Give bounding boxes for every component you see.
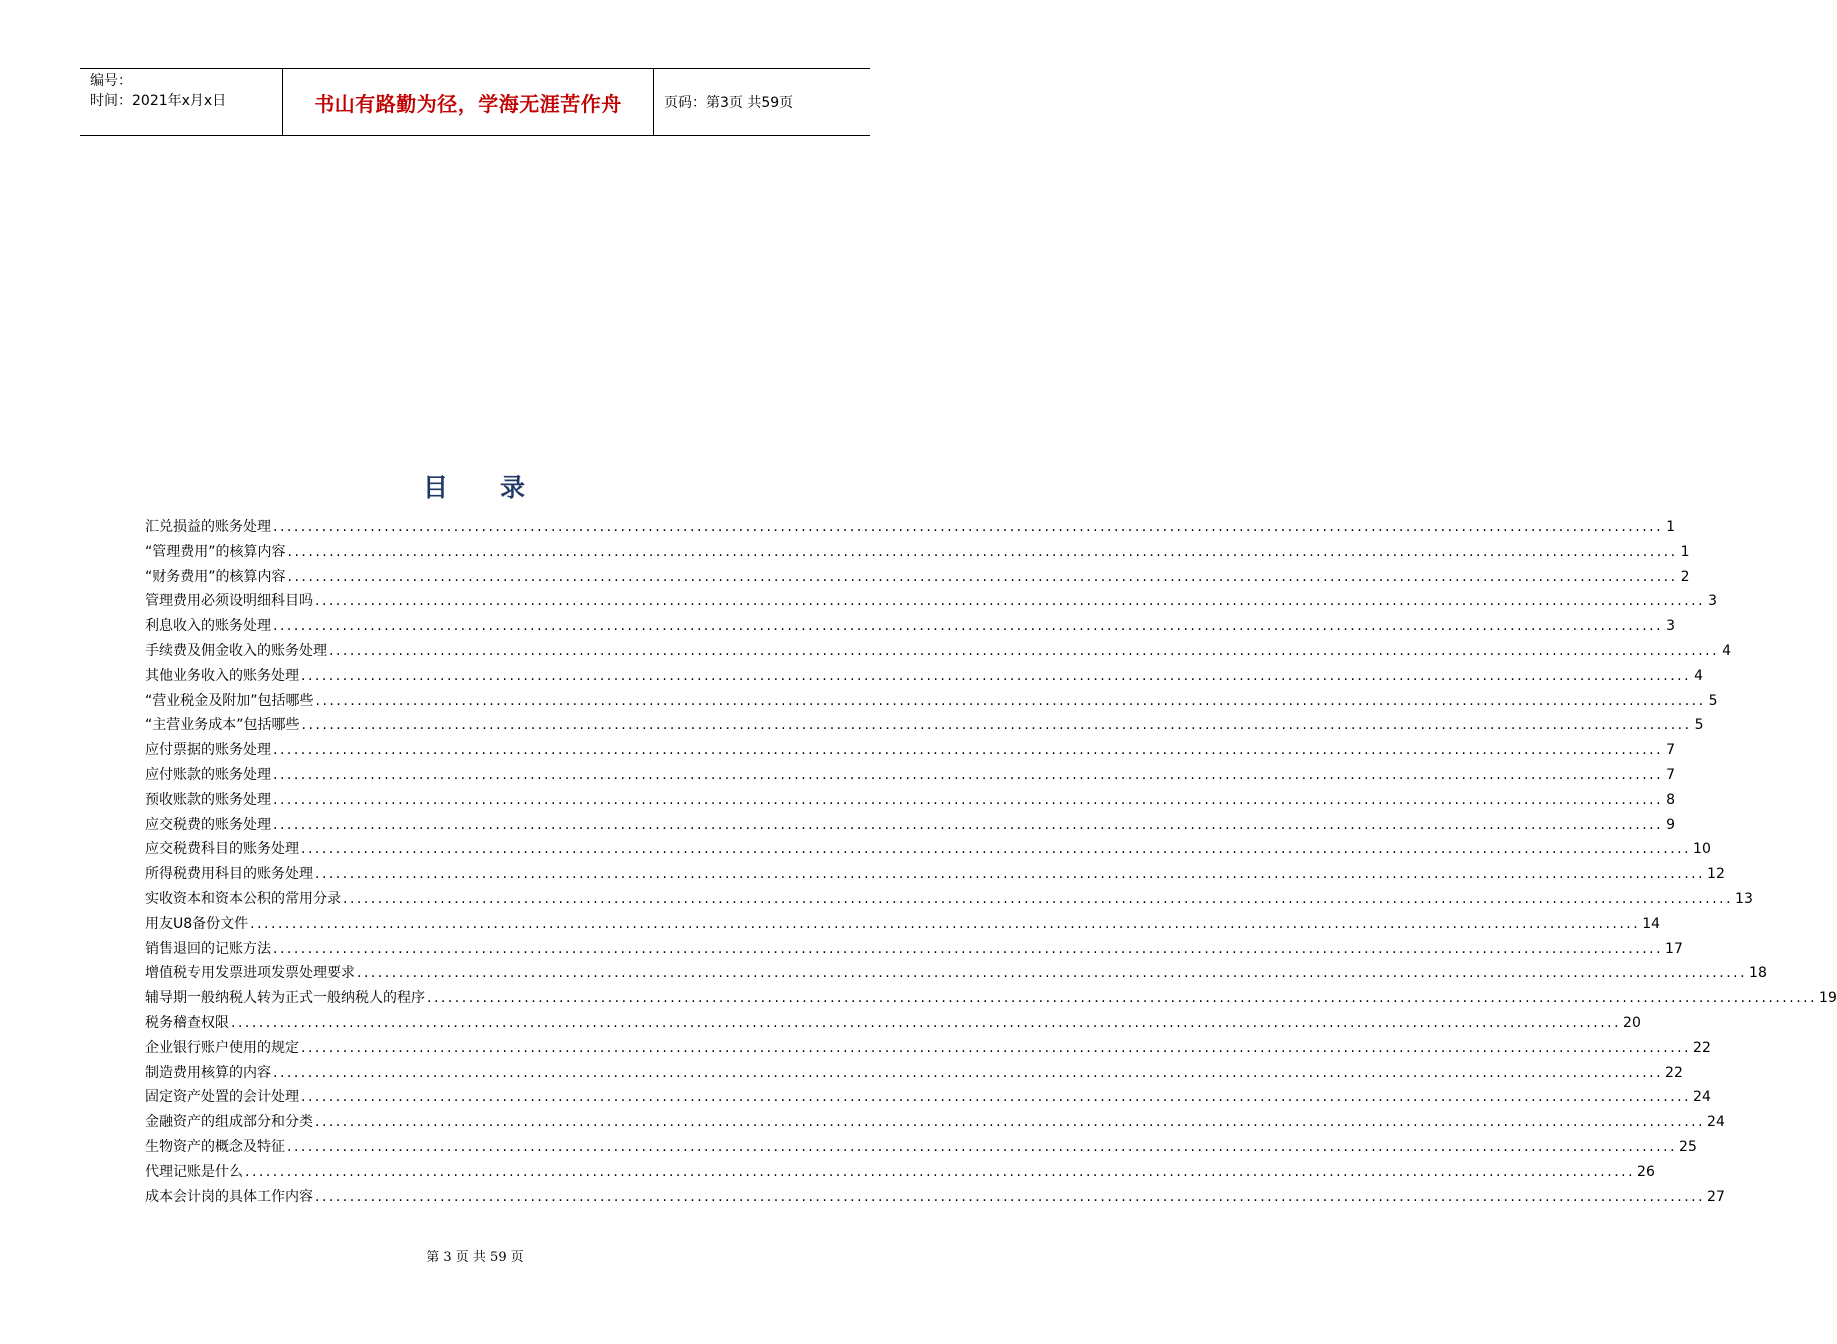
toc-entry-title: 管理费用必须设明细科目吗: [145, 593, 313, 610]
toc-entry-page: 20: [1623, 1014, 1641, 1031]
toc-entry[interactable]: [145, 913, 1661, 938]
toc-entry-title: 应付账款的账务处理: [145, 766, 271, 783]
toc-entry-title: 所得税费用科目的账务处理: [145, 866, 313, 883]
toc-list: [145, 516, 1837, 1210]
toc-entry-page: 1: [1666, 519, 1676, 535]
toc-entry-page: 25: [1679, 1138, 1697, 1155]
toc-entry-title: 利息收入的账务处理: [145, 618, 271, 635]
toc-entry-page: 7: [1666, 742, 1676, 759]
toc-entry-title: 生物资产的概念及特征: [145, 1138, 285, 1155]
toc-entry-page: 13: [1735, 890, 1753, 907]
toc-leader-dots: ........................................................................................................................................................................................................: [250, 915, 1641, 932]
toc-leader-dots: ........................................................................................................................................................................................................: [301, 667, 1692, 684]
toc-entry-page: 8: [1666, 791, 1676, 808]
toc-entry-page: 24: [1707, 1114, 1725, 1131]
toc-entry[interactable]: [145, 814, 1676, 839]
toc-leader-dots: ........................................................................................................................................................................................................: [287, 543, 1678, 560]
toc-entry[interactable]: [145, 615, 1676, 640]
toc-entry-page: 22: [1693, 1039, 1711, 1056]
toc-entry[interactable]: [145, 590, 1718, 615]
toc-leader-dots: ........................................................................................................................................................................................................: [273, 791, 1664, 808]
toc-leader-dots: ........................................................................................................................................................................................................: [301, 1089, 1692, 1106]
toc-entry-title: 固定资产处置的会计处理: [145, 1089, 299, 1106]
toc-entry-title: 应交税费科目的账务处理: [145, 841, 299, 858]
toc-entry-page: 2: [1680, 568, 1690, 585]
toc-entry-page: 14: [1642, 915, 1661, 932]
header-motto: 书山有路勤为径，学海无涯苦作舟: [282, 69, 654, 135]
toc-entry[interactable]: [145, 1037, 1711, 1062]
toc-entry-title: 手续费及佣金收入的账务处理: [145, 642, 327, 659]
toc-title: [0, 468, 950, 504]
toc-entry[interactable]: [145, 1062, 1683, 1087]
toc-entry-page: 10: [1693, 841, 1711, 858]
toc-leader-dots: ........................................................................................................................................................................................................: [287, 568, 1678, 585]
toc-entry-page: 3: [1666, 618, 1676, 635]
toc-entry-page: 9: [1666, 816, 1676, 833]
toc-entry-page: 5: [1708, 692, 1718, 709]
toc-leader-dots: ........................................................................................................................................................................................................: [273, 618, 1664, 635]
toc-leader-dots: ........................................................................................................................................................................................................: [315, 1188, 1706, 1205]
toc-leader-dots: ........................................................................................................................................................................................................: [315, 593, 1706, 610]
toc-leader-dots: ........................................................................................................................................................................................................: [301, 1039, 1692, 1056]
toc-leader-dots: ........................................................................................................................................................................................................: [343, 890, 1734, 907]
toc-leader-dots: ........................................................................................................................................................................................................: [329, 642, 1720, 659]
toc-entry[interactable]: [145, 987, 1837, 1012]
time-label: 时间：2021年x月x日: [90, 93, 227, 109]
toc-entry[interactable]: [145, 789, 1676, 814]
toc-entry[interactable]: [145, 863, 1725, 888]
toc-entry[interactable]: [145, 665, 1704, 690]
toc-entry-page: 19: [1819, 990, 1837, 1007]
toc-leader-dots: ........................................................................................................................................................................................................: [273, 940, 1664, 957]
toc-entry[interactable]: [145, 888, 1753, 913]
toc-leader-dots: ........................................................................................................................................................................................................: [273, 1064, 1664, 1081]
toc-entry[interactable]: [145, 566, 1690, 591]
toc-entry-title: 用友U8备份文件: [145, 915, 249, 932]
toc-entry[interactable]: [145, 1086, 1711, 1111]
toc-leader-dots: ........................................................................................................................................................................................................: [357, 965, 1748, 982]
toc-entry[interactable]: [145, 1111, 1725, 1136]
toc-entry-title: 代理记账是什么: [145, 1163, 243, 1180]
toc-entry-title: 成本会计岗的具体工作内容: [145, 1188, 313, 1205]
toc-leader-dots: ........................................................................................................................................................................................................: [273, 766, 1664, 783]
toc-entry-title: 应交税费的账务处理: [145, 816, 271, 833]
toc-entry[interactable]: [145, 764, 1676, 789]
toc-entry-page: 5: [1694, 717, 1704, 734]
toc-leader-dots: ........................................................................................................................................................................................................: [315, 1114, 1706, 1131]
toc-entry[interactable]: [145, 1186, 1725, 1211]
toc-entry-title: 制造费用核算的内容: [145, 1064, 271, 1081]
toc-entry-title: “管理费用”的核算内容: [145, 543, 286, 560]
toc-leader-dots: ........................................................................................................................................................................................................: [245, 1163, 1636, 1180]
toc-entry-title: “主营业务成本”包括哪些: [145, 717, 300, 734]
header-page-info: 页码：第3页 共59页: [664, 95, 794, 111]
toc-entry[interactable]: [145, 962, 1767, 987]
toc-entry-title: 实收资本和资本公积的常用分录: [145, 890, 341, 907]
toc-entry-page: 26: [1637, 1163, 1655, 1180]
toc-entry-title: 金融资产的组成部分和分类: [145, 1114, 313, 1131]
page-header: [80, 68, 870, 136]
toc-entry-title: 销售退回的记账方法: [145, 940, 271, 957]
toc-entry[interactable]: [145, 516, 1676, 541]
toc-leader-dots: ........................................................................................................................................................................................................: [231, 1014, 1622, 1031]
toc-entry[interactable]: [145, 938, 1683, 963]
toc-leader-dots: ........................................................................................................................................................................................................: [301, 717, 1692, 734]
toc-leader-dots: ........................................................................................................................................................................................................: [273, 816, 1664, 833]
header-meta: [80, 69, 282, 135]
toc-entry[interactable]: [145, 640, 1732, 665]
toc-entry-page: 22: [1665, 1064, 1683, 1081]
toc-entry[interactable]: [145, 690, 1718, 715]
toc-entry-page: 12: [1707, 866, 1725, 883]
toc-entry-title: 辅导期一般纳税人转为正式一般纳税人的程序: [145, 990, 425, 1007]
toc-entry-page: 18: [1749, 965, 1767, 982]
toc-entry-page: 7: [1666, 766, 1676, 783]
page-footer: 第 3 页 共 59 页: [426, 1250, 524, 1265]
toc-entry-page: 1: [1680, 543, 1690, 560]
toc-entry-title: 汇兑损益的账务处理: [145, 519, 271, 535]
toc-entry-title: 应付票据的账务处理: [145, 742, 271, 759]
toc-entry[interactable]: [145, 1012, 1641, 1037]
toc-entry-title: 预收账款的账务处理: [145, 791, 271, 808]
toc-entry-title: 企业银行账户使用的规定: [145, 1039, 299, 1056]
toc-entry-title: 税务稽查权限: [145, 1014, 229, 1031]
toc-entry[interactable]: [145, 1161, 1655, 1186]
toc-entry-title: “营业税金及附加”包括哪些: [145, 692, 314, 709]
toc-title-char-1: 目: [422, 473, 450, 502]
toc-entry-page: 3: [1708, 593, 1718, 610]
toc-entry-title: 其他业务收入的账务处理: [145, 667, 299, 684]
toc-entry-page: 24: [1693, 1089, 1711, 1106]
toc-entry[interactable]: [145, 1136, 1697, 1161]
toc-title-char-2: 录: [500, 473, 528, 502]
toc-entry-page: 4: [1694, 667, 1704, 684]
toc-entry[interactable]: [145, 541, 1690, 566]
toc-entry-page: 27: [1707, 1188, 1725, 1205]
toc-entry-page: 17: [1665, 940, 1683, 957]
toc-entry[interactable]: [145, 838, 1711, 863]
toc-entry-page: 4: [1722, 642, 1732, 659]
toc-leader-dots: ........................................................................................................................................................................................................: [315, 692, 1706, 709]
toc-leader-dots: ........................................................................................................................................................................................................: [427, 990, 1818, 1007]
toc-entry[interactable]: [145, 714, 1704, 739]
toc-leader-dots: ........................................................................................................................................................................................................: [301, 841, 1692, 858]
toc-entry[interactable]: [145, 739, 1676, 764]
toc-leader-dots: ........................................................................................................................................................................................................: [273, 519, 1664, 535]
toc-entry-title: 增值税专用发票进项发票处理要求: [145, 965, 355, 982]
number-label: 编号：: [90, 73, 132, 89]
toc-leader-dots: ........................................................................................................................................................................................................: [273, 742, 1664, 759]
toc-entry-title: “财务费用”的核算内容: [145, 568, 286, 585]
toc-leader-dots: ........................................................................................................................................................................................................: [287, 1138, 1678, 1155]
toc-leader-dots: ........................................................................................................................................................................................................: [315, 866, 1706, 883]
